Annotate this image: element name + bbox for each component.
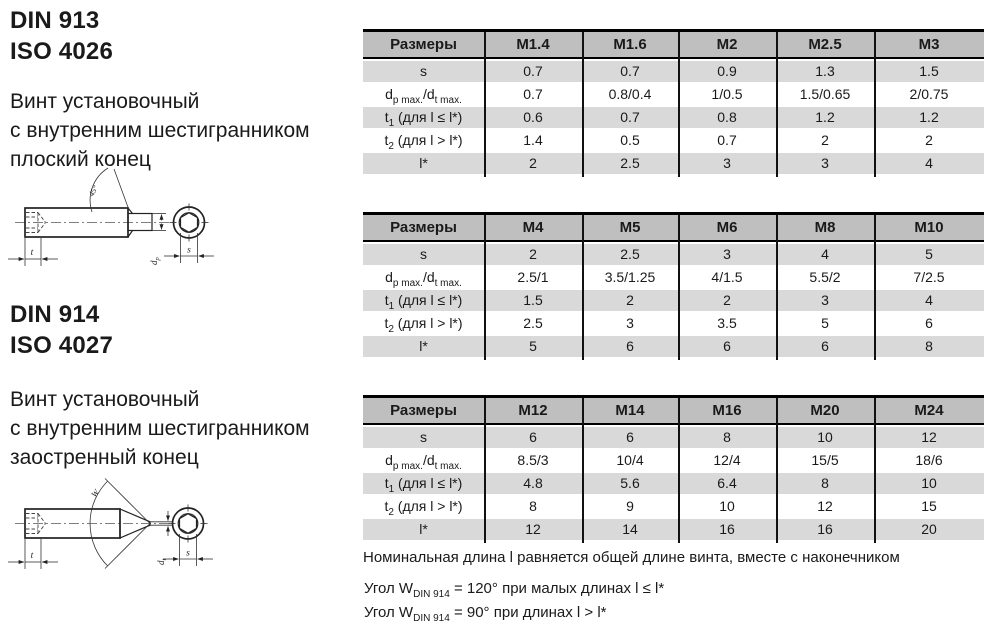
chamfer-leader-line	[114, 169, 129, 210]
standard-block-din913	[10, 5, 113, 67]
value-cell: 15/5	[811, 452, 839, 468]
value-cell: 1/0.5	[711, 86, 743, 102]
row-label: $t_1$ (для l ≤ l*)	[384, 292, 463, 312]
iso-number: ISO 4026	[10, 38, 114, 65]
table-row	[363, 336, 984, 357]
value-cell: 0.8/0.4	[608, 86, 652, 102]
value-cell: 5	[529, 338, 537, 354]
tip-diameter-dimension	[152, 214, 166, 231]
standard-block-din914	[10, 299, 113, 361]
value-cell: 5.5/2	[809, 269, 841, 285]
size-header-cell: M4	[522, 219, 544, 236]
value-cell: 0.9	[717, 63, 737, 79]
value-cell: 4/1.5	[711, 269, 743, 285]
description-line: плоский конец	[10, 148, 151, 171]
tip-diameter-label: $d_t$	[156, 558, 168, 565]
din914-drawing	[5, 473, 235, 598]
value-cell: 0.7	[523, 63, 543, 79]
standard-number: DIN 914	[10, 301, 100, 328]
table-row	[363, 61, 984, 82]
value-cell: 0.5	[620, 132, 640, 148]
row-label: s	[420, 246, 427, 262]
value-cell: 0.7	[620, 109, 640, 125]
value-cell: 5	[925, 246, 933, 262]
value-cell: 0.8	[717, 109, 737, 125]
table-row	[363, 153, 984, 174]
column-divider	[776, 32, 778, 177]
size-header-cell: M2.5	[808, 36, 842, 53]
value-cell: 2.5	[620, 155, 640, 171]
column-divider	[776, 398, 778, 543]
row-label: s	[420, 429, 427, 445]
size-header-cell: M16	[712, 402, 742, 419]
size-header-cell: M6	[716, 219, 738, 236]
column-divider	[582, 215, 584, 360]
value-cell: 12	[921, 429, 937, 445]
iso-number: ISO 4027	[10, 332, 114, 359]
width-across-flats-label: s	[186, 548, 190, 559]
value-cell: 6.4	[717, 475, 737, 491]
socket-depth-label: t	[30, 551, 34, 561]
column-divider	[484, 398, 486, 543]
dimension-header-cell: Размеры	[390, 219, 457, 236]
value-cell: 9	[626, 498, 634, 514]
value-cell: 10	[921, 475, 937, 491]
chamfer-angle-label: 45°	[86, 183, 101, 198]
value-cell: 3.5	[717, 315, 737, 331]
size-header-cell: M10	[914, 219, 944, 236]
value-cell: 3	[821, 155, 829, 171]
value-cell: 4.8	[523, 475, 543, 491]
description-line: заостренный конец	[10, 446, 199, 469]
angle-note-90: Угол $W_{DIN 914} = 90^\circ$ при длинах l > l*	[364, 604, 607, 624]
row-label: $t_2$ (для l > l*)	[384, 315, 463, 335]
size-header-cell: M1.4	[516, 36, 550, 53]
value-cell: 1.2	[919, 109, 939, 125]
value-cell: 6	[821, 338, 829, 354]
row-label: l*	[419, 521, 428, 537]
table-row	[363, 267, 984, 288]
description-line: Винт установочный	[10, 90, 200, 113]
standard-number: DIN 913	[10, 7, 100, 34]
size-header-cell: M3	[918, 36, 940, 53]
value-cell: 5.6	[620, 475, 640, 491]
table-header-row	[363, 212, 984, 242]
nominal-length-note: Номинальная длина l равняется общей длине винта, вместе с наконечником	[363, 549, 900, 566]
row-label: $t_1$ (для l ≤ l*)	[384, 109, 463, 129]
dimension-table-medium-sizes	[363, 212, 984, 357]
column-divider	[874, 32, 876, 177]
size-header-cell: M14	[615, 402, 645, 419]
value-cell: 12	[817, 498, 833, 514]
cone-angle-line	[105, 524, 150, 569]
value-cell: 1.4	[523, 132, 543, 148]
dimension-header-cell: Размеры	[390, 402, 457, 419]
table-row	[363, 519, 984, 540]
socket-depth-label: t	[30, 248, 34, 258]
value-cell: 2.5	[523, 315, 543, 331]
value-cell: 10	[719, 498, 735, 514]
description-din913	[10, 87, 310, 174]
value-cell: 2	[626, 292, 634, 308]
value-cell: 8	[925, 338, 933, 354]
value-cell: 14	[622, 521, 638, 537]
value-cell: 20	[921, 521, 937, 537]
value-cell: 2	[925, 132, 933, 148]
row-label: $d_{p max.}/d_{t max.}$	[385, 269, 462, 289]
table-header-row	[363, 29, 984, 59]
value-cell: 3	[723, 246, 731, 262]
row-label: s	[420, 63, 427, 79]
description-line: Винт установочный	[10, 388, 200, 411]
column-divider	[678, 32, 680, 177]
value-cell: 0.7	[620, 63, 640, 79]
value-cell: 6	[626, 338, 634, 354]
dimension-table-large-sizes	[363, 395, 984, 540]
dimension-table-small-sizes	[363, 29, 984, 174]
row-label: $t_1$ (для l ≤ l*)	[384, 475, 463, 495]
value-cell: 1.5	[919, 63, 939, 79]
din913-drawing	[5, 166, 235, 281]
value-cell: 2	[529, 246, 537, 262]
table-row	[363, 473, 984, 494]
column-divider	[582, 32, 584, 177]
value-cell: 0.6	[523, 109, 543, 125]
value-cell: 2/0.75	[909, 86, 949, 102]
row-label: $t_2$ (для l > l*)	[384, 498, 463, 518]
table-header-row	[363, 395, 984, 425]
table-row	[363, 427, 984, 448]
value-cell: 10	[817, 429, 833, 445]
table-row	[363, 290, 984, 311]
table-row	[363, 244, 984, 265]
row-label: $d_{p max.}/d_{t max.}$	[385, 86, 462, 106]
value-cell: 2.5/1	[517, 269, 549, 285]
column-divider	[484, 215, 486, 360]
value-cell: 3.5/1.25	[604, 269, 656, 285]
description-din914	[10, 385, 310, 472]
value-cell: 0.7	[523, 86, 543, 102]
value-cell: 7/2.5	[913, 269, 945, 285]
value-cell: 12/4	[713, 452, 741, 468]
value-cell: 8	[821, 475, 829, 491]
value-cell: 16	[719, 521, 735, 537]
size-header-cell: M12	[518, 402, 548, 419]
value-cell: 2	[723, 292, 731, 308]
table-row	[363, 313, 984, 334]
size-header-cell: M2	[716, 36, 738, 53]
value-cell: 15	[921, 498, 937, 514]
value-cell: 0.7	[717, 132, 737, 148]
row-label: $d_{p max.}/d_{t max.}$	[385, 452, 462, 472]
table-row	[363, 84, 984, 105]
value-cell: 12	[525, 521, 541, 537]
column-divider	[484, 32, 486, 177]
value-cell: 3	[723, 155, 731, 171]
value-cell: 2.5	[620, 246, 640, 262]
description-line: с внутренним шестигранником	[10, 417, 310, 440]
dimension-header-cell: Размеры	[390, 36, 457, 53]
value-cell: 8	[723, 429, 731, 445]
row-label: l*	[419, 155, 428, 171]
value-cell: 5	[821, 315, 829, 331]
value-cell: 6	[925, 315, 933, 331]
value-cell: 6	[626, 429, 634, 445]
value-cell: 1.5/0.65	[799, 86, 851, 102]
column-divider	[776, 215, 778, 360]
table-row	[363, 130, 984, 151]
value-cell: 18/6	[915, 452, 943, 468]
end-view	[170, 204, 209, 242]
value-cell: 4	[821, 246, 829, 262]
size-header-cell: M24	[914, 402, 944, 419]
value-cell: 2	[821, 132, 829, 148]
value-cell: 1.5	[523, 292, 543, 308]
row-label: l*	[419, 338, 428, 354]
value-cell: 4	[925, 292, 933, 308]
description-line: с внутренним шестигранником	[10, 119, 310, 142]
value-cell: 3	[821, 292, 829, 308]
column-divider	[582, 398, 584, 543]
hex-socket-outline	[181, 213, 198, 233]
value-cell: 1.3	[815, 63, 835, 79]
table-row	[363, 496, 984, 517]
size-header-cell: M8	[814, 219, 836, 236]
hex-socket-outline	[180, 514, 197, 534]
tip-diameter-label: $d_p$	[149, 257, 161, 265]
width-across-flats-label: s	[187, 245, 191, 256]
column-divider	[678, 398, 680, 543]
row-label: $t_2$ (для l > l*)	[384, 132, 463, 152]
value-cell: 3	[626, 315, 634, 331]
cone-angle-line	[105, 479, 150, 524]
value-cell: 2	[529, 155, 537, 171]
cone-angle-label: W	[88, 487, 102, 500]
flat-point-tip	[128, 214, 152, 231]
size-header-cell: M1.6	[613, 36, 647, 53]
end-view	[169, 505, 208, 543]
value-cell: 16	[817, 521, 833, 537]
table-row	[363, 107, 984, 128]
table-row	[363, 450, 984, 471]
value-cell: 8	[529, 498, 537, 514]
angle-note-120: Угол $W_{DIN 914} = 120^\circ$ при малых длинах l ≤ l*	[364, 580, 665, 600]
value-cell: 4	[925, 155, 933, 171]
size-header-cell: M5	[619, 219, 641, 236]
value-cell: 6	[723, 338, 731, 354]
size-header-cell: M20	[810, 402, 840, 419]
value-cell: 10/4	[616, 452, 644, 468]
column-divider	[874, 398, 876, 543]
column-divider	[678, 215, 680, 360]
value-cell: 1.2	[815, 109, 835, 125]
column-divider	[874, 215, 876, 360]
value-cell: 8.5/3	[517, 452, 549, 468]
value-cell: 6	[529, 429, 537, 445]
